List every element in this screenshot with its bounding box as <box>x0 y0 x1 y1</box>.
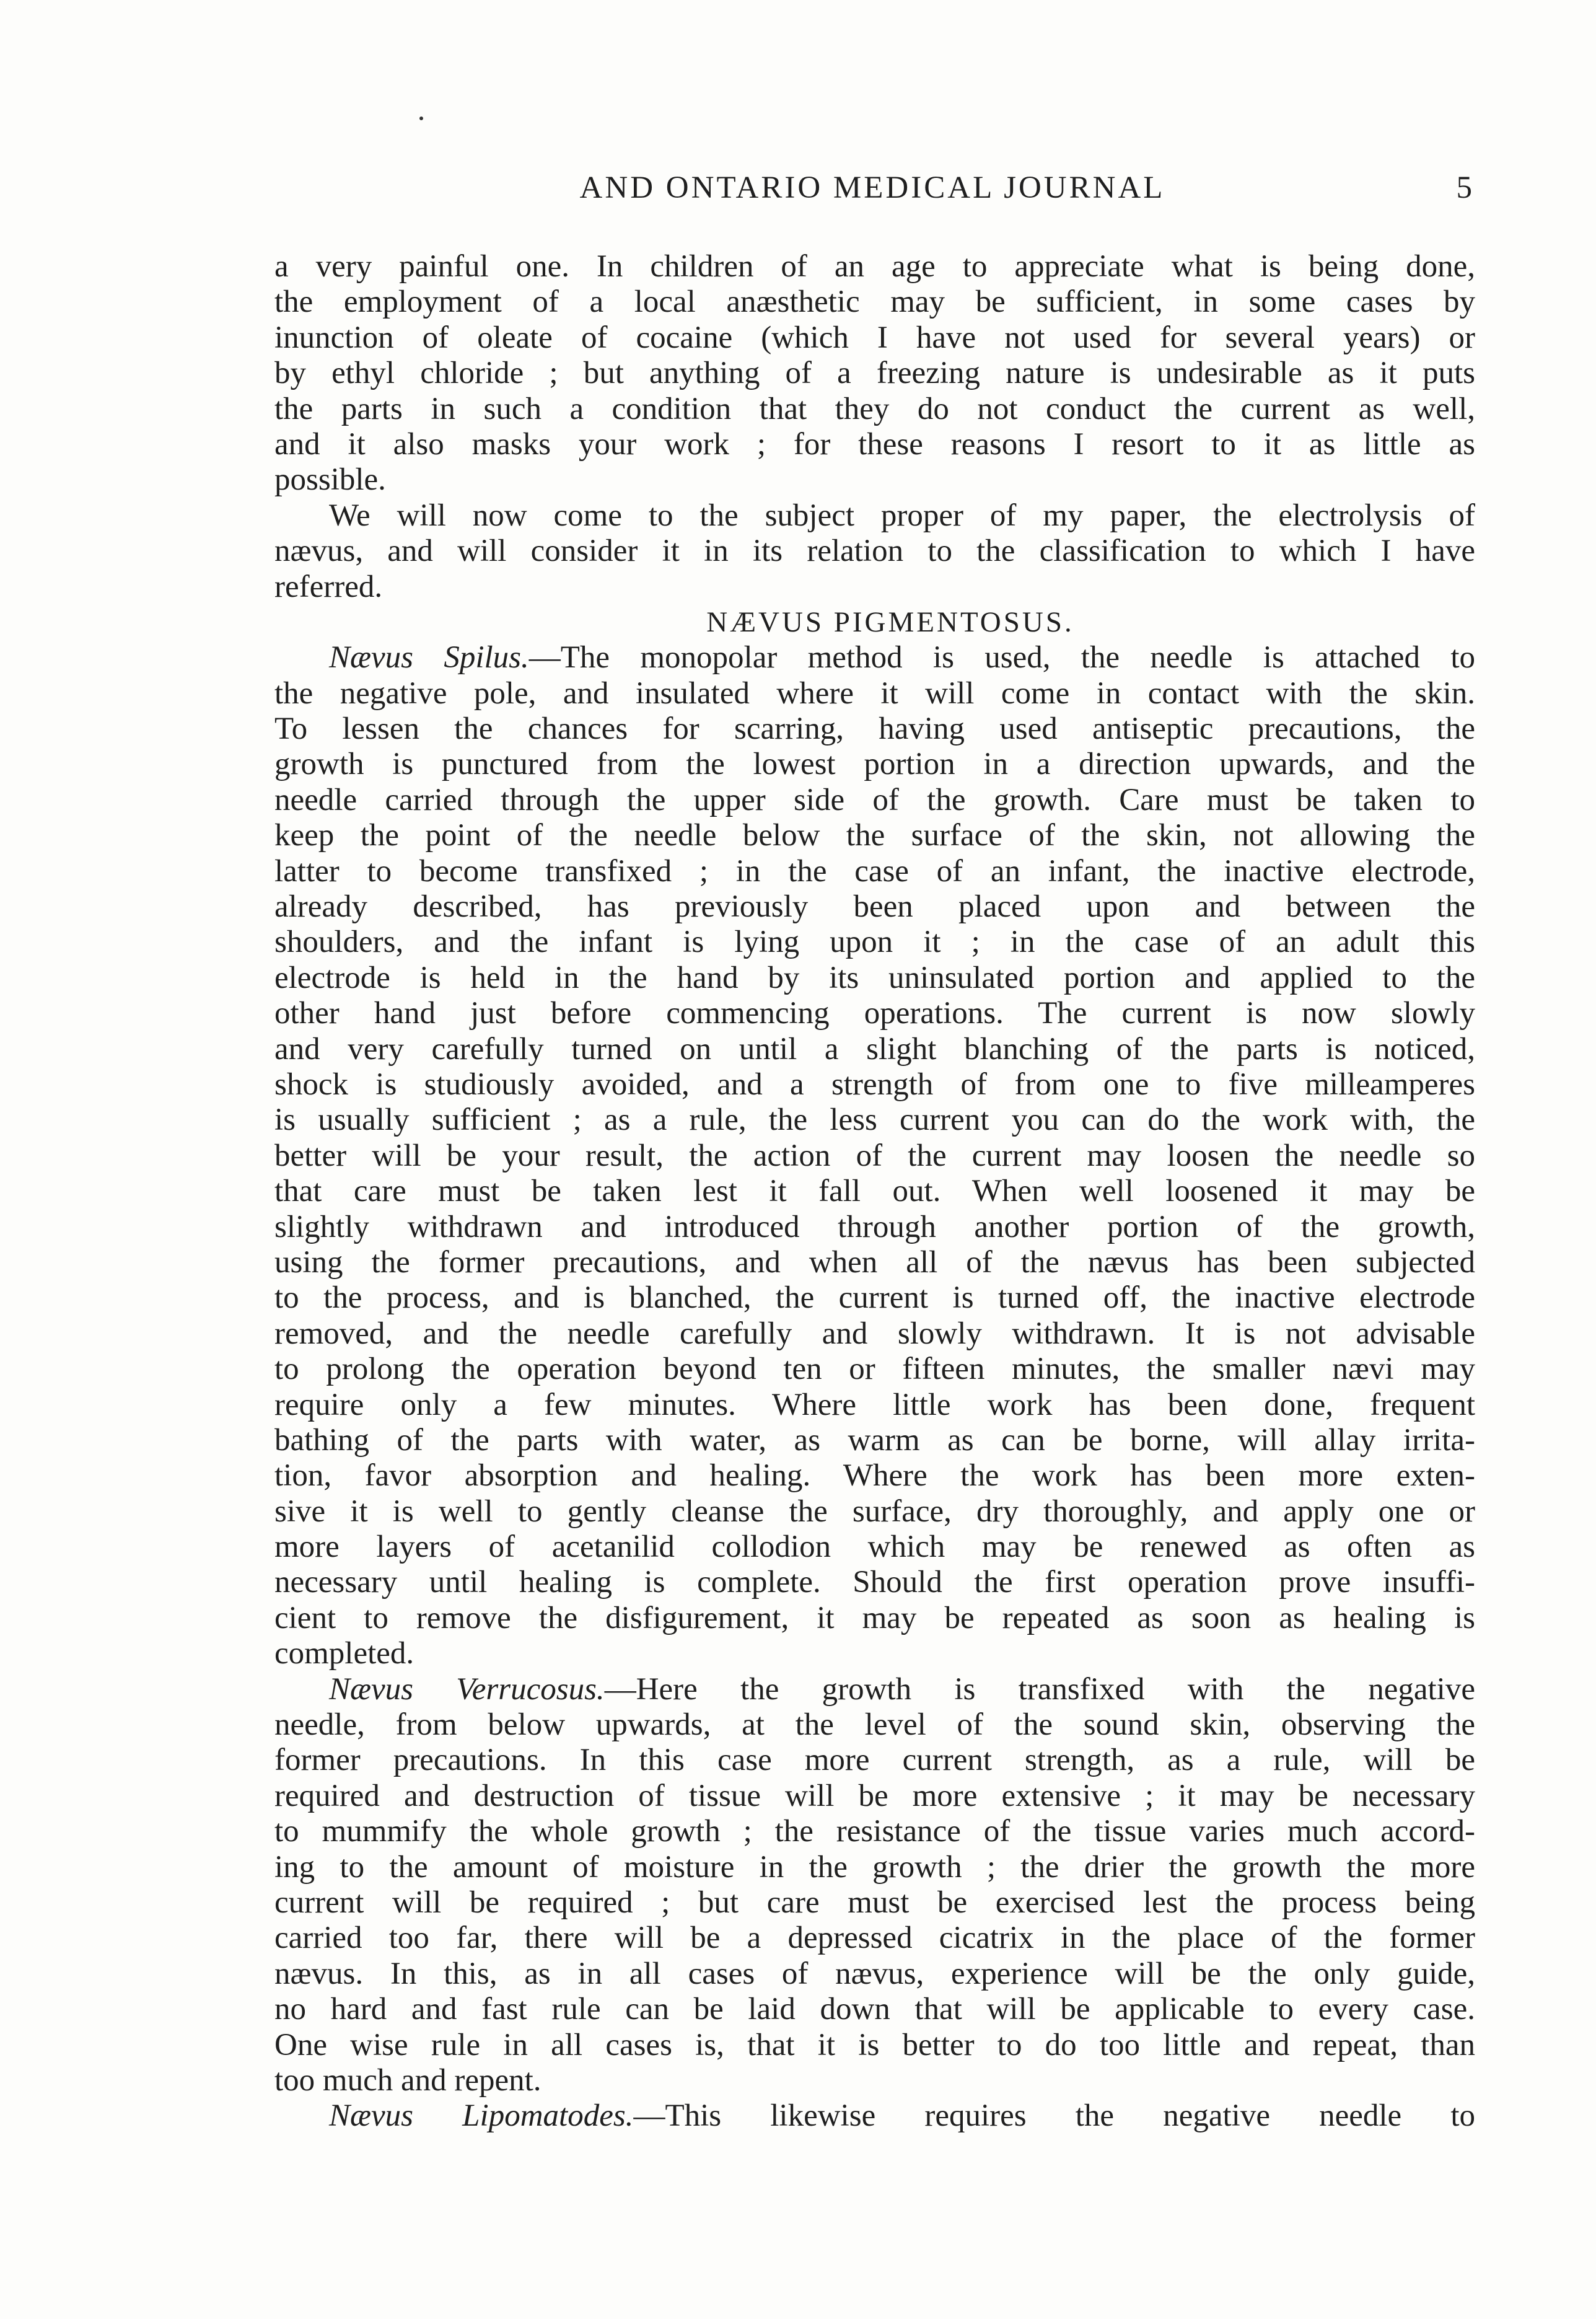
text-line: growth is punctured from the lowest portion in a direction upwards, and the <box>274 747 1475 782</box>
running-title: AND ONTARIO MEDICAL JOURNAL <box>579 170 1165 205</box>
text-line: and very carefully turned on until a slight blanching of the parts is noticed, <box>274 1031 1475 1067</box>
text-line: a very painful one. In children of an age to appreciate what is being done, <box>274 249 1475 284</box>
subsection-title: Nævus Lipomatodes. <box>329 2098 634 2134</box>
text-line: the parts in such a condition that they do not conduct the current as well, <box>274 391 1475 426</box>
text-line: and it also masks your work ; for these reasons I resort to it as little as <box>274 426 1475 462</box>
page-number: 5 <box>1456 170 1472 205</box>
text-line: One wise rule in all cases is, that it is better to do too little and repeat, than <box>274 2027 1475 2062</box>
text-line: to prolong the operation beyond ten or fifteen minutes, the smaller nævi may <box>274 1352 1475 1387</box>
paragraph-first-line: Nævus Spilus.—The monopolar method is used, the needle is attached to <box>329 640 1475 675</box>
section-heading: NÆVUS PIGMENTOSUS. <box>706 605 1074 638</box>
text-line: To lessen the chances for scarring, having used antiseptic precautions, the <box>274 711 1475 747</box>
text-line: no hard and fast rule can be laid down that will be applicable to every case. <box>274 1992 1475 2027</box>
text-line: carried too far, there will be a depressed cicatrix in the place of the former <box>274 1921 1475 1956</box>
text-line: too much and repent. <box>274 2062 542 2098</box>
text-line: necessary until healing is complete. Should the first operation prove insuffi- <box>274 1565 1475 1600</box>
text-line: cient to remove the disfigurement, it may be repeated as soon as healing is <box>274 1600 1475 1635</box>
text-line: removed, and the needle carefully and slowly withdrawn. It is not advisable <box>274 1316 1475 1351</box>
subsection-title: Nævus Verrucosus. <box>329 1671 605 1707</box>
text-line: inunction of oleate of cocaine (which I have not used for several years) or <box>274 320 1475 355</box>
text-line: that care must be taken lest it fall out. When well loosened it may be <box>274 1174 1475 1209</box>
text-line: shoulders, and the infant is lying upon it ; in the case of an adult this <box>274 925 1475 960</box>
text-line: already described, has previously been placed upon and between the <box>274 889 1475 925</box>
paragraph-first-line: Nævus Verrucosus.—Here the growth is transfixed with the negative <box>329 1671 1475 1707</box>
text-line: electrode is held in the hand by its uninsulated portion and applied to the <box>274 960 1475 995</box>
text-line: the negative pole, and insulated where it will come in contact with the skin. <box>274 675 1475 711</box>
text-line: better will be your result, the action of the current may loosen the needle so <box>274 1138 1475 1173</box>
text-line: nævus. In this, as in all cases of nævus, experience will be the only guide, <box>274 1956 1475 1991</box>
text-line: sive it is well to gently cleanse the surface, dry thoroughly, and apply one or <box>274 1494 1475 1529</box>
subsection-title: Nævus Spilus. <box>329 640 529 675</box>
text-line: possible. <box>274 462 386 498</box>
text-line: ing to the amount of moisture in the growth ; the drier the growth the more <box>274 1849 1475 1885</box>
text-line: former precautions. In this case more current strength, as a rule, will be <box>274 1743 1475 1778</box>
text-line: completed. <box>274 1636 414 1671</box>
article-body <box>274 249 1475 2134</box>
text-line: needle, from below upwards, at the level of the sound skin, observing the <box>274 1707 1475 1743</box>
text-line: keep the point of the needle below the surface of the skin, not allowing the <box>274 818 1475 853</box>
text-line: referred. <box>274 569 383 604</box>
text-line: other hand just before commencing operations. The current is now slowly <box>274 996 1475 1031</box>
text-line: latter to become transfixed ; in the case of an infant, the inactive electrode, <box>274 853 1475 889</box>
running-head <box>273 166 1472 209</box>
text-line: using the former precautions, and when all of the nævus has been subjected <box>274 1244 1475 1280</box>
text-line: to mummify the whole growth ; the resistance of the tissue varies much accord- <box>274 1814 1475 1849</box>
text-line: nævus, and will consider it in its relation to the classification to which I have <box>274 534 1475 569</box>
ink-speck <box>419 117 423 120</box>
text-line: bathing of the parts with water, as warm as can be borne, will allay irrita- <box>274 1422 1475 1458</box>
paragraph-first-line: Nævus Lipomatodes.—This likewise requires the negative needle to <box>329 2098 1475 2134</box>
text-line: require only a few minutes. Where little work has been done, frequent <box>274 1387 1475 1422</box>
text-line: slightly withdrawn and introduced through another portion of the growth, <box>274 1209 1475 1244</box>
text-line: shock is studiously avoided, and a strength of from one to five milleamperes <box>274 1067 1475 1102</box>
text-line: the employment of a local anæsthetic may be sufficient, in some cases by <box>274 284 1475 320</box>
text-line: is usually sufficient ; as a rule, the less current you can do the work with, the <box>274 1102 1475 1138</box>
text-line: needle carried through the upper side of the growth. Care must be taken to <box>274 782 1475 817</box>
text-line: more layers of acetanilid collodion which may be renewed as often as <box>274 1529 1475 1565</box>
text-line: by ethyl chloride ; but anything of a freezing nature is undesirable as it puts <box>274 356 1475 391</box>
text-line: to the process, and is blanched, the current is turned off, the inactive electrode <box>274 1280 1475 1316</box>
paragraph-first-line: We will now come to the subject proper of my paper, the electrolysis of <box>329 498 1475 533</box>
text-line: tion, favor absorption and healing. Where the work has been more exten- <box>274 1458 1475 1494</box>
text-line: current will be required ; but care must be exercised lest the process being <box>274 1885 1475 1920</box>
text-line: required and destruction of tissue will be more extensive ; it may be necessary <box>274 1778 1475 1813</box>
